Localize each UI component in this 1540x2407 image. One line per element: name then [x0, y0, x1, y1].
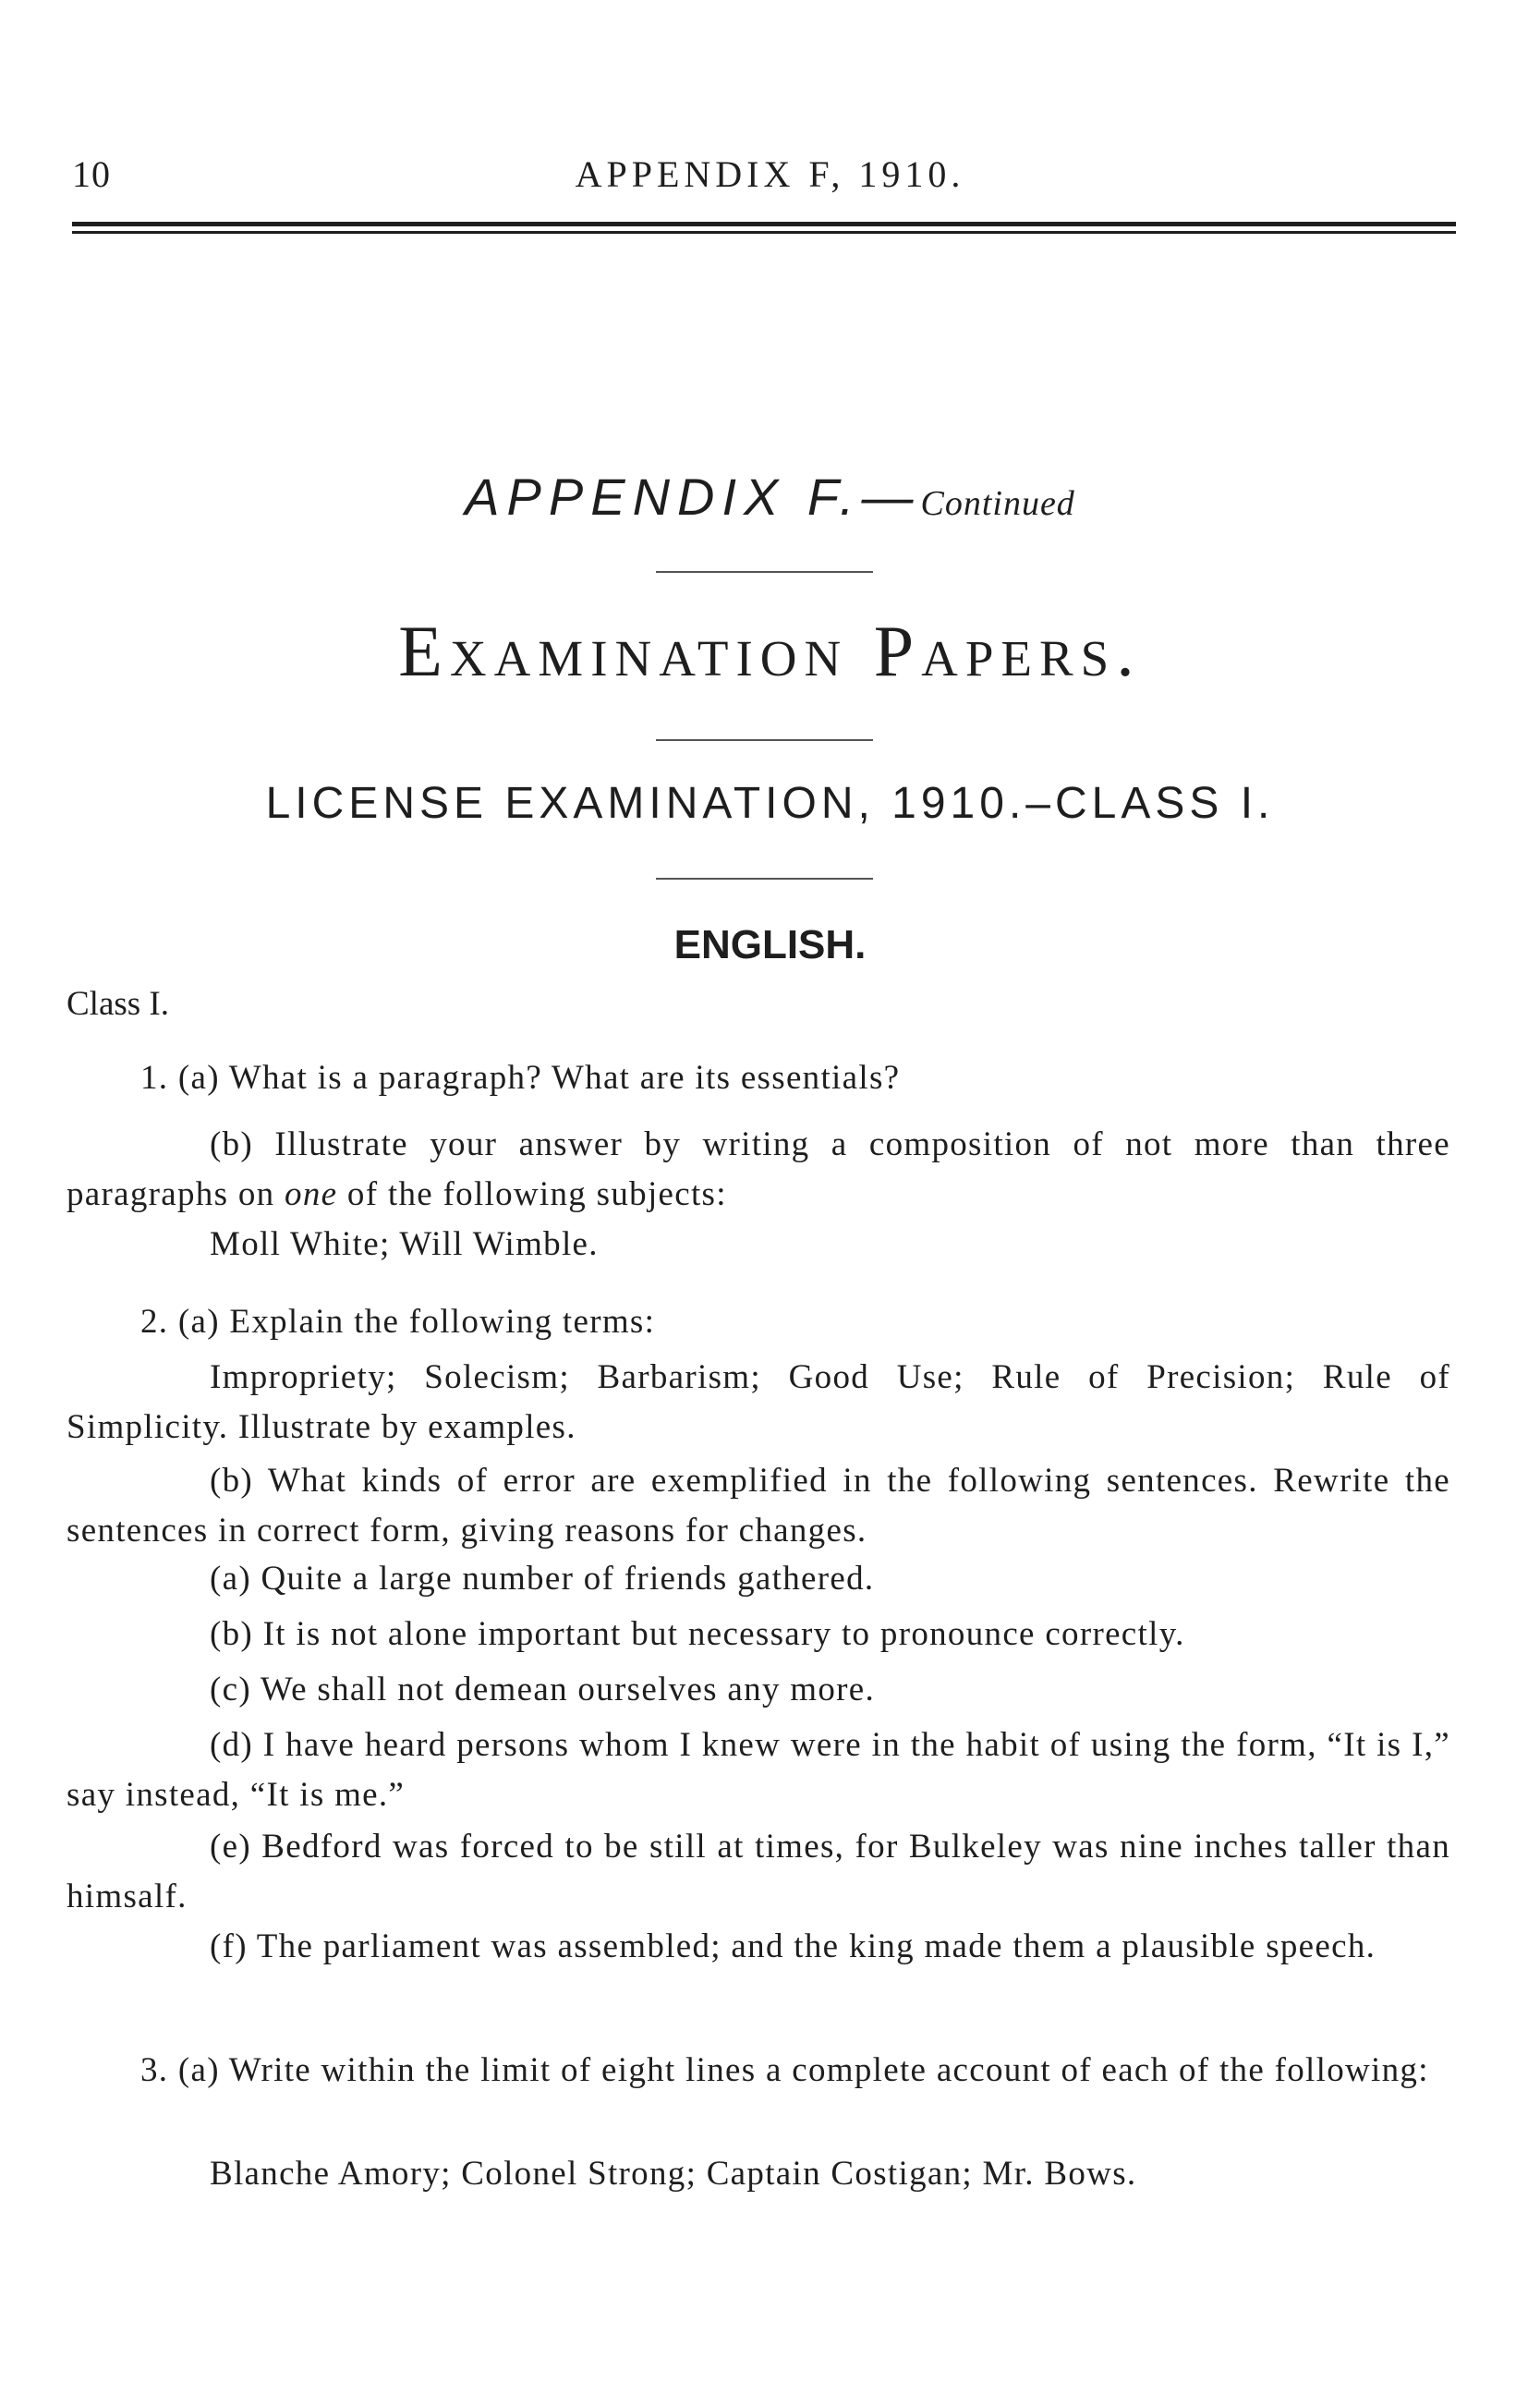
question-1b-emphasis: one	[285, 1175, 338, 1213]
question-3a: 3. (a) Write within the limit of eight lines a complete account of each of the following:	[140, 2051, 1429, 2089]
section-title: Examination Papers.	[398, 611, 1142, 691]
question-3-names: Blanche Amory; Colonel Strong; Captain Costigan; Mr. Bows.	[210, 2155, 1137, 2193]
sentence-c: (c) We shall not demean ourselves any more.	[210, 1671, 876, 1708]
divider-rule	[656, 878, 873, 880]
sentence-f: (f) The parliament was assembled; and the king made them a plausible speech.	[210, 1927, 1376, 1965]
question-2b: (b) What kinds of error are exemplified in the following sentences. Rewrite the sentences in correct form, giving reasons for changes.	[67, 1462, 1450, 1550]
exam-title: LICENSE EXAMINATION, 1910.–CLASS I.	[265, 779, 1275, 828]
question-1b-text: (b) Illustrate your answer by writing a composition of not more than three paragraphs on	[67, 1125, 1450, 1213]
divider-rule	[656, 571, 873, 573]
sentence-b: (b) It is not alone important but necessary to pronounce correctly.	[210, 1615, 1185, 1653]
appendix-title	[0, 467, 1540, 527]
subject-heading: ENGLISH.	[673, 922, 867, 967]
header-rule-top	[72, 222, 1456, 226]
header-rule-bottom	[72, 231, 1456, 234]
divider-rule	[656, 739, 873, 741]
question-1-subjects: Moll White; Will Wimble.	[210, 1225, 599, 1263]
question-2-terms: Impropriety; Solecism; Barbarism; Good Use; Rule of Precision; Rule of Simplicity. Illustrate by examples.	[67, 1358, 1450, 1446]
question-1a: 1. (a) What is a paragraph? What are its essentials?	[140, 1059, 901, 1097]
page-number: 10	[72, 153, 111, 195]
appendix-title-main: APPENDIX F.—	[465, 468, 921, 526]
sentence-a: (a) Quite a large number of friends gathered.	[210, 1560, 875, 1598]
question-1b	[67, 1120, 1450, 1220]
sentence-d: (d) I have heard persons whom I knew were in the habit of using the form, “It is I,” say instead, “It is me.”	[67, 1726, 1450, 1814]
question-1b-text-end: of the following subjects:	[337, 1175, 727, 1213]
class-label: Class I.	[67, 985, 169, 1023]
running-header: APPENDIX F, 1910.	[575, 153, 965, 195]
appendix-title-continued: Continued	[920, 484, 1075, 523]
question-2a: 2. (a) Explain the following terms:	[140, 1303, 656, 1341]
sentence-e: (e) Bedford was forced to be still at times, for Bulkeley was nine inches taller than himsalf.	[67, 1828, 1450, 1915]
